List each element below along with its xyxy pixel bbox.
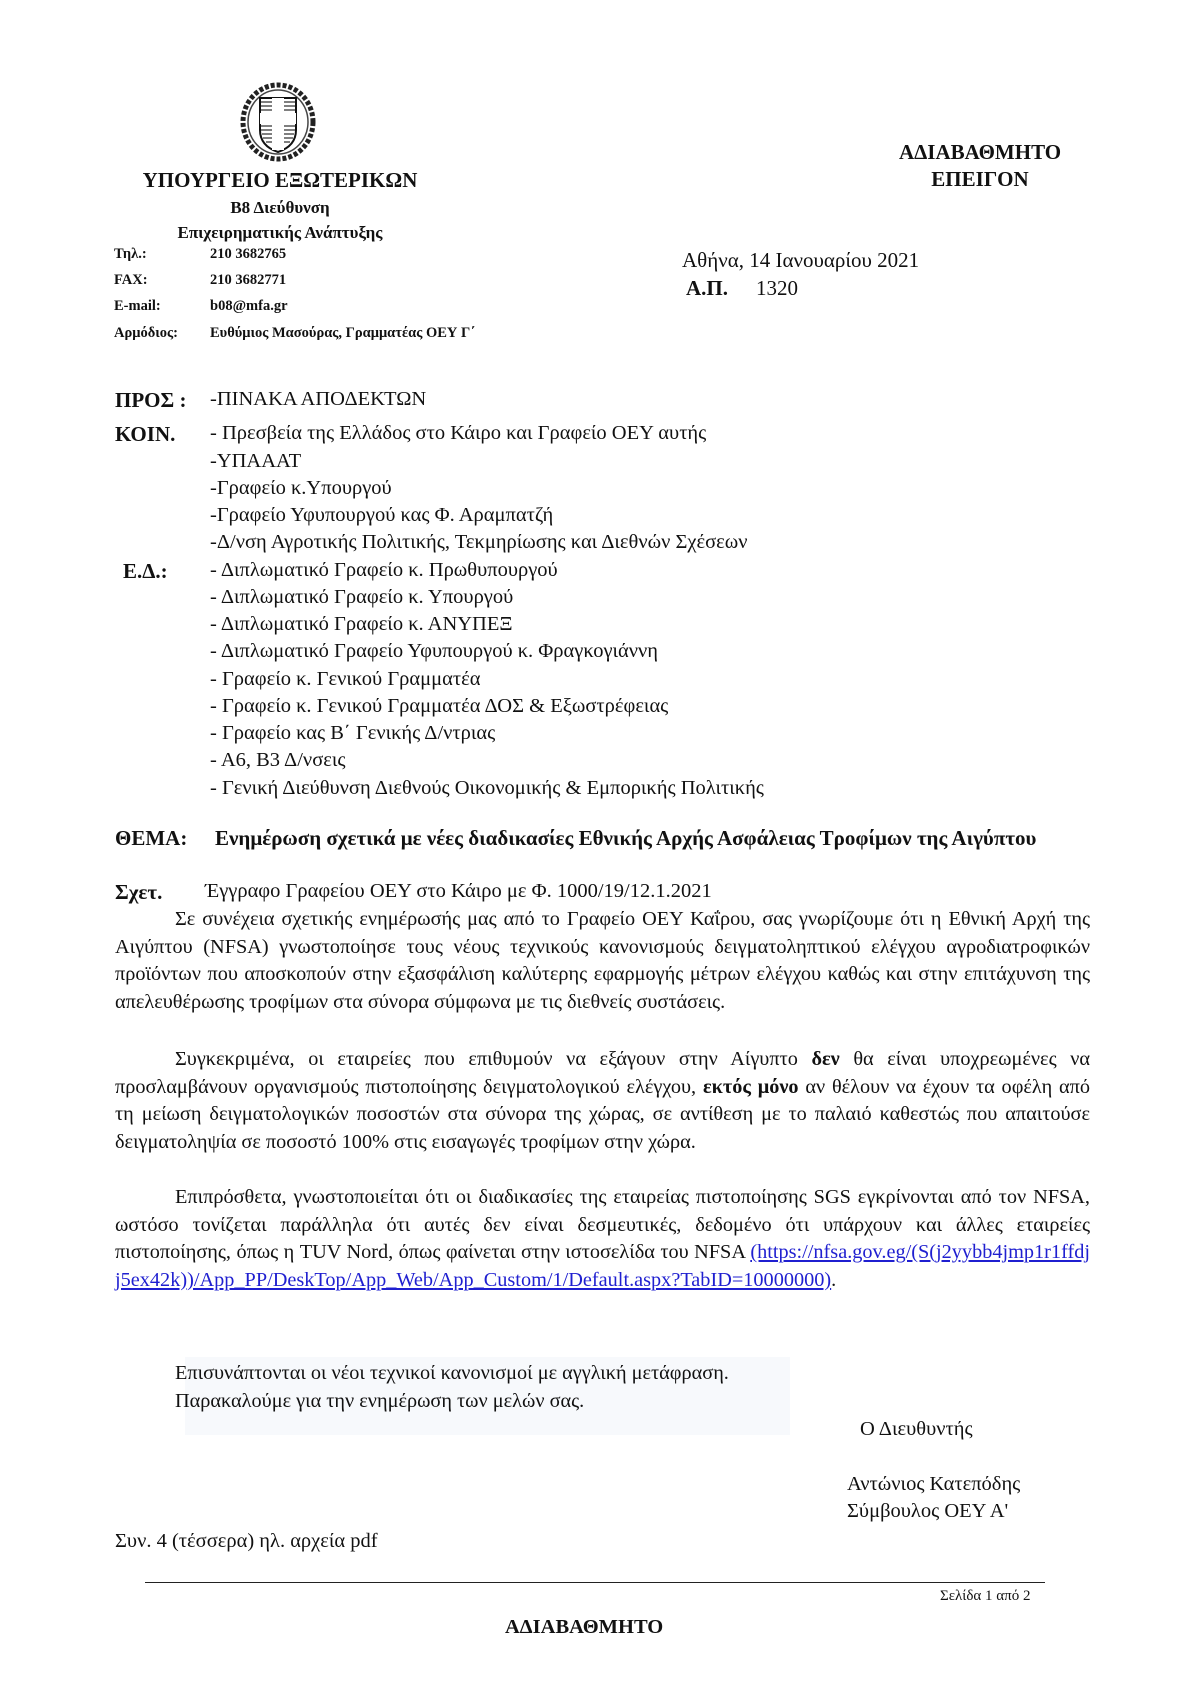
internal-recipient: - Α6, Β3 Δ/νσεις xyxy=(210,749,346,771)
protocol-line xyxy=(686,276,798,301)
contact-phone xyxy=(114,246,286,263)
body-paragraph-1: Σε συνέχεια σχετικής ενημέρωσής μας από το Γραφείο ΟΕΥ Καΐρου, σας γνωρίζουμε ότι η Εθνική Αρχή της Αιγύπτου (NFSA) γνωστοποίησε τους νέους τεχνικούς κανονισμούς δειγματοληπτικού ελέγχου αγροδιατροφικών προϊόντων που αποσκοπούν στην εξασφάλιση καλύτερης εφαρμογής μέτρων ελέγχου καθώς και στην επιτάχυνση της απελευθέρωσης τροφίμων στα σύνορα σύμφωνα με τις διεθνείς συστάσεις. xyxy=(115,908,1090,1013)
to-recipient: -ΠΙΝΑΚΑ ΑΠΟΔΕΚΤΩΝ xyxy=(210,388,427,410)
reference-text: Έγγραφο Γραφείου ΟΕΥ στο Κάιρο με Φ. 1000/19/12.1.2021 xyxy=(205,880,712,902)
cc-recipient: - Πρεσβεία της Ελλάδος στο Κάιρο και Γραφείο ΟΕΥ αυτής xyxy=(210,422,707,444)
reference-label: Σχετ. xyxy=(115,880,163,904)
classification-header: ΑΔΙΑΒΑΘΜΗΤΟ xyxy=(898,140,1062,164)
cc-recipient: -ΥΠΑΑΑΤ xyxy=(210,450,302,472)
greek-coat-of-arms-icon xyxy=(240,80,316,162)
contact-value[interactable]: b08@mfa.gr xyxy=(210,298,288,314)
internal-recipient: - Γραφείο κ. Γενικού Γραμματέα xyxy=(210,668,481,690)
signature-name: Αντώνιος Κατεπόδης xyxy=(847,1473,1021,1495)
signature-title: Ο Διευθυντής xyxy=(860,1418,973,1440)
subject-text: Ενημέρωση σχετικά με νέες διαδικασίες Εθνικής Αρχής Ασφάλειας Τροφίμων της Αιγύπτου xyxy=(215,826,1037,850)
date-place: Αθήνα, 14 Ιανουαρίου 2021 xyxy=(682,248,920,272)
nfsa-link[interactable]: (https://nfsa.gov.eg/(S(j2yybb4jmp1r1ffdjj5ex42k))/App_PP/DeskTop/App_Web/App_Custom/1/Default.aspx?TabID=10000000) xyxy=(115,1241,1090,1291)
paragraph-text: . xyxy=(831,1268,837,1291)
priority-label: ΕΠΕΙΓΟΝ xyxy=(931,167,1029,191)
contact-label: FAX: xyxy=(114,272,148,288)
contact-label: Τηλ.: xyxy=(114,246,147,262)
contact-value: 210 3682765 xyxy=(210,246,287,262)
paragraph-text: θα είναι υποχρεωμένες να προσλαμβάνουν οργανισμούς πιστοποίησης δειγματολογικού ελέγχου, xyxy=(115,1048,1090,1098)
paragraph-text: αν θέλουν να έχουν τα οφέλη από τη μείωση δειγματολογικών ποσοστών στα σύνορα της χώρας, σε αντίθεση με το παλαιό καθεστώς που απαιτούσε δειγματοληψία σε ποσοστό 100% στις εισαγωγές τροφίμων στην χώρα. xyxy=(115,1075,1090,1153)
cc-label: ΚΟΙΝ. xyxy=(115,422,176,446)
footer-divider xyxy=(145,1582,1045,1583)
contact-label: Αρμόδιος: xyxy=(114,325,178,341)
classification-footer: ΑΔΙΑΒΑΘΜΗΤΟ xyxy=(505,1616,664,1638)
page-indicator: Σελίδα 1 από 2 xyxy=(940,1588,1031,1604)
internal-recipient: - Διπλωματικό Γραφείο κ. ΑΝΥΠΕΞ xyxy=(210,613,513,635)
emphasis-text: δεν xyxy=(811,1048,840,1070)
cc-recipient: -Γραφείο κ.Υπουργού xyxy=(210,477,392,499)
department-line-2: Επιχειρηματικής Ανάπτυξης xyxy=(177,223,383,242)
internal-recipient: - Διπλωματικό Γραφείο κ. Υπουργού xyxy=(210,586,514,608)
contact-label: E-mail: xyxy=(114,298,161,314)
contact-value: 210 3682771 xyxy=(210,272,287,288)
body-paragraph-2 xyxy=(115,1046,1090,1156)
attachments-note: Επισυνάπτονται οι νέοι τεχνικοί κανονισμοί με αγγλική μετάφραση. xyxy=(175,1362,729,1384)
contact-responsible xyxy=(114,325,475,342)
paragraph-text: Επιπρόσθετα, γνωστοποιείται ότι οι διαδικασίες της εταιρείας πιστοποίησης SGS εγκρίνονται από τον NFSA, ωστόσο τονίζεται παράλληλα ότι αυτές δεν είναι δεσμευτικές, δεδομένο ότι υπάρχουν και άλλες εταιρείες πιστοποίησης, όπως η TUV Nord, όπως φαίνεται στην ιστοσελίδα του NFSA xyxy=(115,1186,1090,1263)
body-paragraph-3 xyxy=(115,1184,1090,1294)
signature-role: Σύμβουλος ΟΕΥ Α' xyxy=(847,1500,1009,1522)
contact-email xyxy=(114,298,288,315)
cc-recipient: -Γραφείο Υφυπουργού κας Φ. Αραμπατζή xyxy=(210,504,554,526)
enclosures-note: Συν. 4 (τέσσερα) ηλ. αρχεία pdf xyxy=(115,1530,378,1552)
contact-fax xyxy=(114,272,286,289)
ministry-name: ΥΠΟΥΡΓΕΙΟ ΕΞΩΤΕΡΙΚΩΝ xyxy=(142,168,418,192)
protocol-label: Α.Π. xyxy=(686,276,728,300)
to-label: ΠΡΟΣ : xyxy=(115,388,187,412)
internal-recipient: - Γραφείο κ. Γενικού Γραμματέα ΔΟΣ & Εξωστρέφειας xyxy=(210,695,669,717)
internal-recipient: - Γενική Διεύθυνση Διεθνούς Οικονομικής & Εμπορικής Πολιτικής xyxy=(210,777,764,799)
contact-value: Ευθύμιος Μασούρας, Γραμματέας ΟΕΥ Γ΄ xyxy=(210,325,476,341)
internal-recipient: - Διπλωματικό Γραφείο Υφυπουργού κ. Φραγκογιάννη xyxy=(210,640,659,662)
subject-label: ΘΕΜΑ: xyxy=(115,826,188,850)
paragraph-text: Συγκεκριμένα, οι εταιρείες που επιθυμούν να εξάγουν στην Αίγυπτο xyxy=(175,1048,812,1070)
department-line-1: Β8 Διεύθυνση xyxy=(230,198,330,217)
protocol-number: 1320 xyxy=(756,276,798,300)
emphasis-text: εκτός μόνο xyxy=(702,1075,799,1098)
internal-recipient: - Γραφείο κας Β΄ Γενικής Δ/ντριας xyxy=(210,722,496,744)
internal-recipient: - Διπλωματικό Γραφείο κ. Πρωθυπουργού xyxy=(210,559,558,581)
cc-recipient: -Δ/νση Αγροτικής Πολιτικής, Τεκμηρίωσης και Διεθνών Σχέσεων xyxy=(210,531,748,553)
request-line: Παρακαλούμε για την ενημέρωση των μελών σας. xyxy=(175,1390,585,1412)
internal-label: Ε.Δ.: xyxy=(123,559,168,583)
